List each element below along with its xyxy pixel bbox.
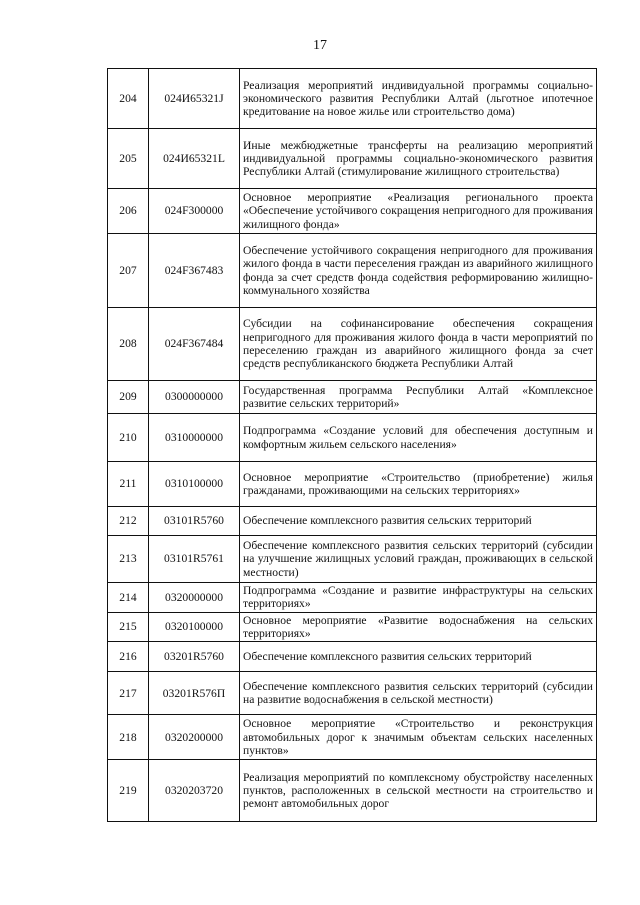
table-row [108,507,597,536]
table-row [108,536,597,583]
row-number: 205 [108,129,149,189]
expense-name: Обеспечение комплексного развития сельских территорий [240,642,597,672]
row-number: 206 [108,189,149,234]
row-number: 212 [108,507,149,536]
classification-code: 03101R5760 [149,507,240,536]
expense-name: Основное мероприятие «Реализация регионального проекта «Обеспечение устойчивого сокращения непригодного для проживания жилищного фонда» [240,189,597,234]
classification-code: 0320200000 [149,715,240,760]
classification-code: 03201R576П [149,672,240,715]
table-row [108,129,597,189]
expense-name: Основное мероприятие «Строительство (приобретение) жилья гражданами, проживающими на сельских территориях» [240,462,597,507]
table-row [108,583,597,613]
classification-code: 024F367484 [149,308,240,381]
expense-name: Реализация мероприятий индивидуальной программы социально-экономического развития Республики Алтай (льготное ипотечное кредитование на новое жилье или строительство дома) [240,69,597,129]
expense-name: Подпрограмма «Создание условий для обеспечения доступным и комфортным жильем сельского населения» [240,414,597,462]
expense-name: Обеспечение комплексного развития сельских территорий [240,507,597,536]
row-number: 218 [108,715,149,760]
classification-code: 0320203720 [149,760,240,822]
budget-classification-table [107,68,597,822]
expense-name: Государственная программа Республики Алтай «Комплексное развитие сельских территорий» [240,381,597,414]
expense-name: Иные межбюджетные трансферты на реализацию мероприятий индивидуальной программы социально-экономического развития Республики Алтай (стимулирование жилищного строительства) [240,129,597,189]
classification-code: 024И65321L [149,129,240,189]
classification-code: 024F367483 [149,234,240,308]
row-number: 204 [108,69,149,129]
row-number: 219 [108,760,149,822]
expense-name: Реализация мероприятий по комплексному обустройству населенных пунктов, расположенных в сельской местности на строительство и ремонт автомобильных дорог [240,760,597,822]
classification-code: 0310100000 [149,462,240,507]
expense-name: Обеспечение комплексного развития сельских территорий (субсидии на развитие водоснабжения в сельской местности) [240,672,597,715]
classification-code: 024F300000 [149,189,240,234]
expense-name: Субсидии на софинансирование обеспечения сокращения непригодного для проживания жилого фонда в части мероприятий по переселению граждан из аварийного жилищного фонда за счет средств республиканского бюджета Республики Алтай [240,308,597,381]
table-row [108,308,597,381]
table-row [108,414,597,462]
row-number: 210 [108,414,149,462]
expense-name: Обеспечение устойчивого сокращения непригодного для проживания жилого фонда в части переселения граждан из аварийного жилищного фонда за счет средств фонда содействия реформированию жилищно-коммунального хозяйства [240,234,597,308]
page-number: 17 [313,38,327,53]
classification-code: 0320000000 [149,583,240,613]
table-row [108,672,597,715]
classification-code: 0300000000 [149,381,240,414]
table-row [108,69,597,129]
classification-code: 0310000000 [149,414,240,462]
classification-code: 03201R5760 [149,642,240,672]
row-number: 215 [108,612,149,642]
row-number: 211 [108,462,149,507]
classification-code: 03101R5761 [149,536,240,583]
table-row [108,189,597,234]
row-number: 213 [108,536,149,583]
row-number: 216 [108,642,149,672]
expense-name: Основное мероприятие «Развитие водоснабжения на сельских территориях» [240,612,597,642]
expense-name: Обеспечение комплексного развития сельских территорий (субсидии на улучшение жилищных условий граждан, проживающих в сельской местности) [240,536,597,583]
table-row [108,760,597,822]
expense-name: Подпрограмма «Создание и развитие инфраструктуры на сельских территориях» [240,583,597,613]
table-row [108,612,597,642]
row-number: 209 [108,381,149,414]
row-number: 217 [108,672,149,715]
table-row [108,234,597,308]
table-row [108,642,597,672]
table-row [108,715,597,760]
row-number: 208 [108,308,149,381]
row-number: 207 [108,234,149,308]
classification-code: 0320100000 [149,612,240,642]
expense-name: Основное мероприятие «Строительство и реконструкция автомобильных дорог к значимым объектам сельских населенных пунктов» [240,715,597,760]
table-row [108,381,597,414]
row-number: 214 [108,583,149,613]
classification-code: 024И65321J [149,69,240,129]
table-row [108,462,597,507]
